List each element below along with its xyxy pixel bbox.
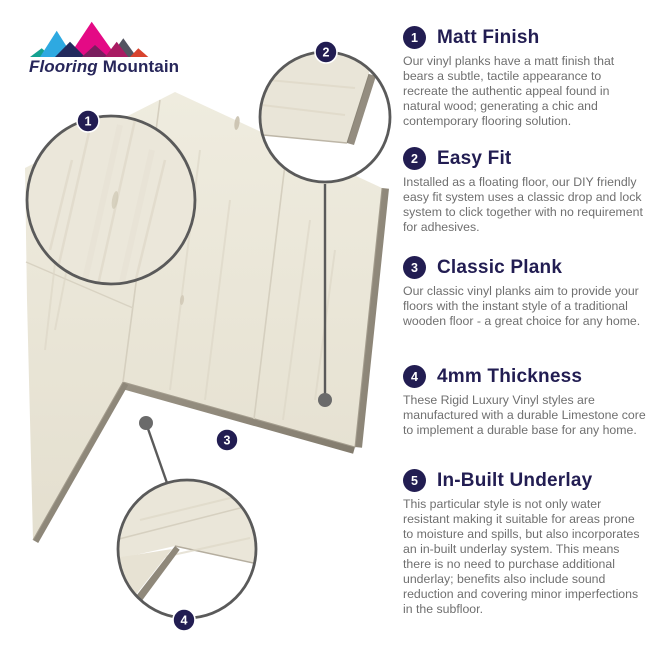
marker-3 [216,429,238,451]
feature-description: Installed as a floating floor, our DIY friendly easy fit system uses a classic drop and lock system to click together with no requirement for adhesives. [403,175,643,234]
svg-text:2: 2 [322,45,330,60]
feature-title: Easy Fit [437,147,512,169]
callout-dot [139,416,153,430]
svg-text:3: 3 [223,433,231,448]
feature-matt-finish [403,26,646,129]
callout-dot [318,393,332,407]
feature-description: Our vinyl planks have a matt finish that bears a subtle, tactile appearance to recreate the authentic appeal found in natural wood; generating a chic and contemporary flooring solution. [403,54,615,128]
marker-1 [77,110,99,132]
feature-classic-plank [403,256,646,329]
feature-number-badge: 2 [403,147,426,170]
magnifier-circle-4 [100,470,281,626]
feature-number-badge: 5 [403,469,426,492]
brand-name [29,57,179,77]
feature-number-badge: 3 [403,256,426,279]
feature-title: In-Built Underlay [437,469,593,491]
feature-number-badge: 4 [403,365,426,388]
feature-title: Matt Finish [437,26,540,48]
feature-number-badge: 1 [403,26,426,49]
marker-2 [315,41,337,63]
logo [20,10,180,80]
mountain-range-icon [20,10,160,60]
feature-description: This particular style is not only water resistant making it suitable for areas prone to moisture and spills, but also incorporates an in-built underlay system. This means there is no need to purchase additional underlay; benefits also include sound reduction and covering minor imperfections in the subfloor. [403,497,640,616]
svg-text:4: 4 [180,613,188,628]
feature-title: Classic Plank [437,256,563,278]
feature-in-built-underlay [403,469,646,617]
brand-name-mountain: Mountain [102,57,180,76]
marker-4 [173,609,195,631]
feature-easy-fit [403,147,646,235]
magnifier-circle-1 [27,116,195,285]
brand-name-flooring: Flooring [29,57,98,76]
svg-text:1: 1 [84,114,92,129]
feature-description: Our classic vinyl planks aim to provide your floors with the instant style of a traditional wooden floor - a great choice for any home. [403,284,641,328]
feature-4mm-thickness [403,365,646,438]
feature-description: These Rigid Luxury Vinyl styles are manufactured with a durable Limestone core to implement a durable base for any home. [403,393,646,437]
callout-line-4 [139,416,167,483]
feature-title: 4mm Thickness [437,365,583,387]
